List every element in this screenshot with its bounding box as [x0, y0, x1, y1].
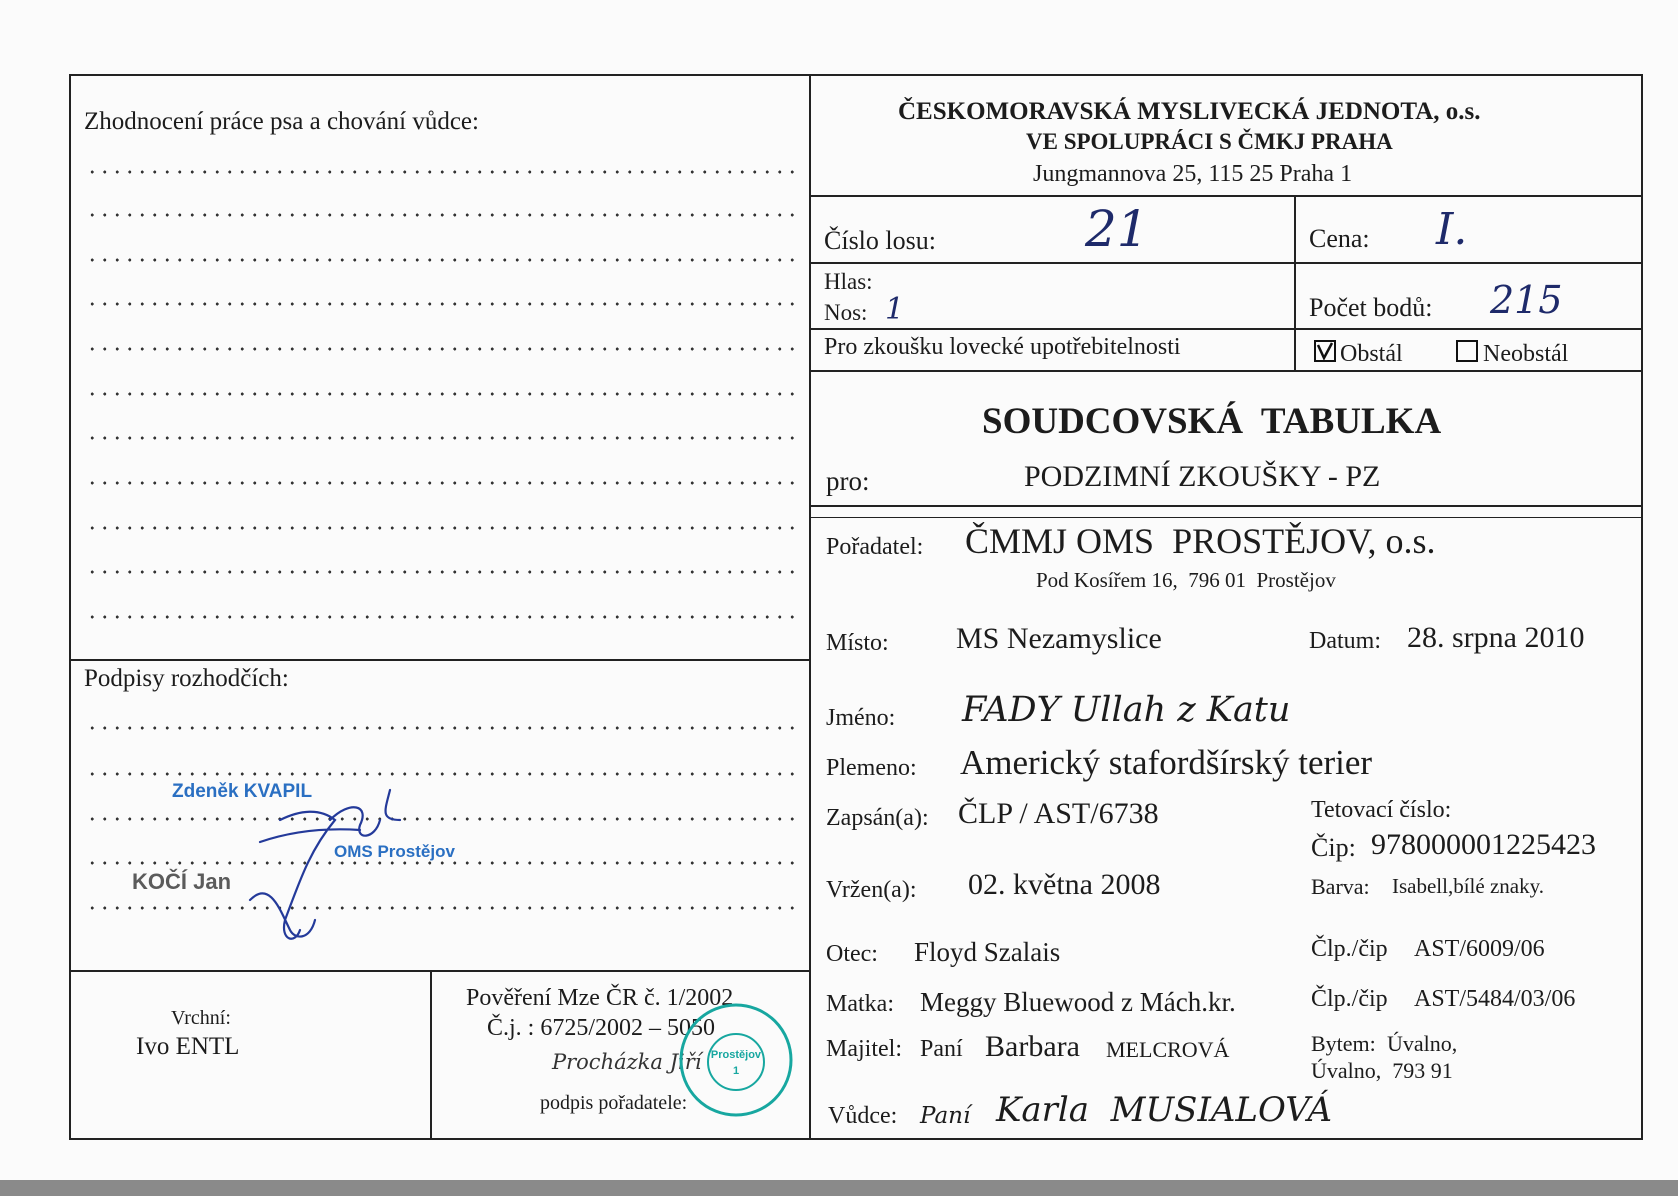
owner-last-name: MELCROVÁ	[1106, 1037, 1230, 1062]
organizer-sign-label: podpis pořadatele:	[540, 1092, 688, 1114]
passed-checkbox[interactable]	[1314, 340, 1336, 362]
judge-signature-scribble	[240, 780, 440, 960]
left-divider-bottom	[69, 970, 810, 972]
evaluation-line	[86, 615, 798, 619]
evaluation-line	[86, 170, 798, 174]
organizer-address: Pod Kosířem 16, 796 01 Prostějov	[1036, 568, 1336, 592]
check-mark-icon	[1316, 342, 1334, 360]
organizer-signature: Procházka Jiří	[552, 1050, 702, 1074]
evaluation-line	[86, 213, 798, 217]
evaluation-line	[86, 302, 798, 306]
nose-label: Nos:	[824, 300, 868, 325]
judge-stamp-org: OMS Prostějov	[334, 842, 455, 861]
right-divider-header	[809, 195, 1643, 197]
born-value: 02. května 2008	[968, 868, 1161, 901]
org-line-1: ČESKOMORAVSKÁ MYSLIVECKÁ JEDNOTA, o.s.	[898, 98, 1481, 125]
handler-name: Karla MUSIALOVÁ	[996, 1090, 1333, 1130]
evaluation-line	[86, 392, 798, 396]
owner-title: Paní	[920, 1036, 963, 1062]
org-line-2: VE SPOLUPRÁCI S ČMKJ PRAHA	[1026, 129, 1393, 154]
left-divider-signatures	[69, 659, 810, 661]
points-value: 215	[1490, 278, 1563, 322]
name-label: Jméno:	[826, 705, 896, 731]
authorization-line-2: Č.j. : 6725/2002 – 5050	[487, 1015, 716, 1041]
right-divider-points	[809, 328, 1643, 330]
failed-label: Neobstál	[1483, 341, 1569, 367]
color-label: Barva:	[1311, 874, 1370, 899]
passed-label: Obstál	[1340, 341, 1403, 367]
father-reg-label: Člp./čip	[1311, 936, 1388, 962]
prize-label: Cena:	[1309, 224, 1370, 253]
date-label: Datum:	[1309, 628, 1381, 654]
nose-value: 1	[885, 292, 905, 327]
left-bottom-vertical	[430, 970, 432, 1140]
mother-label: Matka:	[826, 991, 894, 1017]
svg-text:Prostějov: Prostějov	[710, 1049, 762, 1061]
org-address: Jungmannova 25, 115 25 Praha 1	[1033, 161, 1353, 187]
signature-line	[86, 726, 798, 730]
evaluation-line	[86, 347, 798, 351]
evaluation-line	[86, 481, 798, 485]
place-label: Místo:	[826, 630, 889, 656]
residence-value-1: Úvalno,	[1387, 1031, 1458, 1056]
right-divider-title	[809, 505, 1643, 507]
mother-value: Meggy Bluewood z Mách.kr.	[920, 987, 1236, 1017]
owner-first-name: Barbara	[985, 1030, 1080, 1063]
handler-title: Paní	[920, 1103, 971, 1129]
evaluation-label: Zhodnocení práce psa a chování vůdce:	[84, 108, 479, 135]
date-value: 28. srpna 2010	[1407, 621, 1585, 654]
tattoo-label: Tetovací číslo:	[1311, 797, 1452, 823]
residence-value-2: Úvalno, 793 91	[1311, 1058, 1453, 1083]
registered-value: ČLP / AST/6738	[958, 797, 1159, 830]
signatures-label: Podpisy rozhodčích:	[84, 665, 289, 692]
judge-stamp-name-2: KOČÍ Jan	[132, 869, 232, 894]
name-value: FADY Ullah z Katu	[962, 690, 1291, 730]
chip-value: 978000001225423	[1371, 828, 1596, 861]
place-value: MS Nezamyslice	[956, 622, 1162, 655]
right-divider-lot	[809, 262, 1643, 264]
organizer-seal	[676, 1000, 796, 1120]
evaluation-line	[86, 258, 798, 262]
breed-label: Plemeno:	[826, 755, 917, 781]
right-divider-title-2	[809, 517, 1643, 518]
signature-line	[86, 772, 798, 776]
father-value: Floyd Szalais	[914, 937, 1061, 967]
breed-value: Americký stafordšírský terier	[960, 743, 1373, 782]
evaluation-line	[86, 526, 798, 530]
signature-line	[86, 906, 798, 910]
chief-name: Ivo ENTL	[136, 1033, 240, 1060]
signature-line	[86, 817, 798, 821]
usability-label: Pro zkoušku lovecké upotřebitelnosti	[824, 334, 1181, 360]
father-label: Otec:	[826, 941, 878, 967]
points-label: Počet bodů:	[1309, 293, 1433, 322]
voice-label: Hlas:	[824, 269, 873, 294]
residence-label: Bytem:	[1311, 1031, 1376, 1056]
mother-reg-value: AST/5484/03/06	[1414, 986, 1576, 1012]
chief-label: Vrchní:	[171, 1007, 231, 1029]
svg-text:1: 1	[732, 1065, 740, 1077]
failed-checkbox[interactable]	[1456, 340, 1478, 362]
center-divider	[809, 74, 811, 1140]
registered-label: Zapsán(a):	[826, 805, 929, 831]
lot-label: Číslo losu:	[824, 226, 936, 255]
right-divider-usability	[809, 370, 1643, 372]
for-value: PODZIMNÍ ZKOUŠKY - PZ	[1024, 460, 1381, 493]
prize-value: I.	[1436, 204, 1468, 255]
owner-label: Majitel:	[826, 1036, 902, 1062]
authorization-line-1: Pověření Mze ČR č. 1/2002	[466, 985, 734, 1011]
mother-reg-label: Člp./čip	[1311, 986, 1388, 1012]
organizer-value: ČMMJ OMS PROSTĚJOV, o.s.	[965, 521, 1436, 561]
chip-label: Čip:	[1311, 833, 1356, 862]
for-label: pro:	[826, 466, 870, 496]
organizer-label: Pořadatel:	[826, 534, 924, 560]
right-vertical-fields	[1294, 195, 1296, 371]
judge-stamp-name-1: Zdeněk KVAPIL	[172, 781, 313, 802]
born-label: Vržen(a):	[826, 877, 917, 903]
scan-edge	[0, 1180, 1678, 1196]
color-value: Isabell,bílé znaky.	[1392, 874, 1544, 898]
father-reg-value: AST/6009/06	[1414, 936, 1545, 962]
evaluation-line	[86, 436, 798, 440]
sheet-title: SOUDCOVSKÁ TABULKA	[982, 401, 1442, 442]
handler-label: Vůdce:	[828, 1103, 898, 1129]
lot-value: 21	[1085, 200, 1149, 258]
evaluation-line	[86, 570, 798, 574]
